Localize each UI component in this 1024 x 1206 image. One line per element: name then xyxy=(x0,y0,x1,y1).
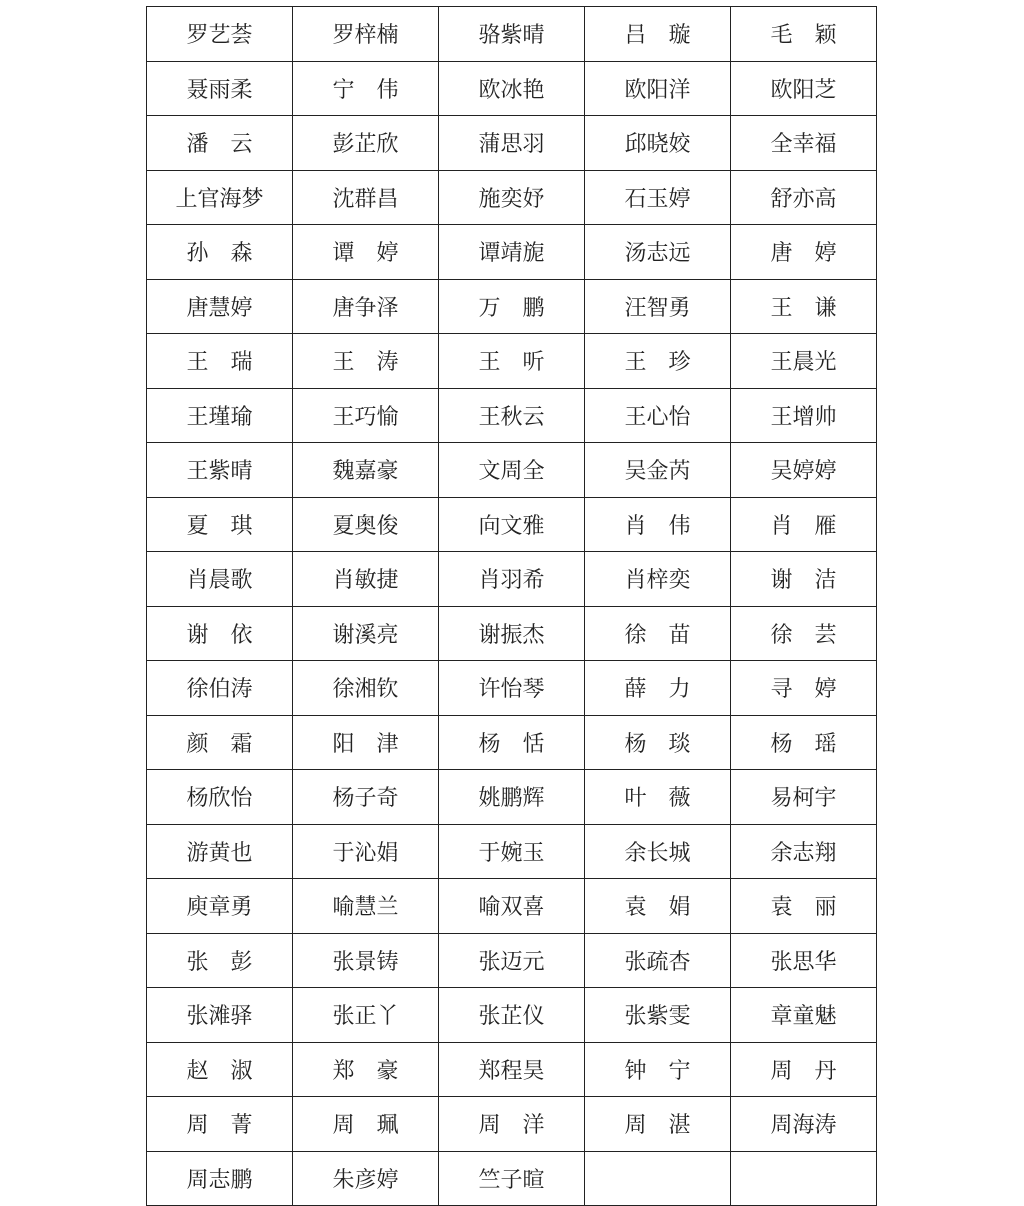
name-cell: 欧阳洋 xyxy=(585,61,731,116)
table-row xyxy=(147,443,877,498)
name-cell: 郑程昊 xyxy=(439,1042,585,1097)
table-row xyxy=(147,497,877,552)
name-cell: 肖敏捷 xyxy=(293,552,439,607)
name-cell: 谭靖旎 xyxy=(439,225,585,280)
name-cell: 吴婷婷 xyxy=(731,443,877,498)
name-cell: 肖羽希 xyxy=(439,552,585,607)
name-cell: 向文雅 xyxy=(439,497,585,552)
table-row xyxy=(147,988,877,1043)
name-cell xyxy=(585,1151,731,1206)
name-cell: 王心怡 xyxy=(585,388,731,443)
name-cell: 肖晨歌 xyxy=(147,552,293,607)
name-cell: 沈群昌 xyxy=(293,170,439,225)
name-cell: 谢振杰 xyxy=(439,606,585,661)
names-table xyxy=(146,6,877,1206)
name-cell: 邱晓姣 xyxy=(585,116,731,171)
name-cell: 袁 娟 xyxy=(585,879,731,934)
name-cell: 肖梓奕 xyxy=(585,552,731,607)
name-cell: 周 丹 xyxy=(731,1042,877,1097)
name-cell: 颜 霜 xyxy=(147,715,293,770)
name-cell: 肖 伟 xyxy=(585,497,731,552)
name-cell: 周 珮 xyxy=(293,1097,439,1152)
name-cell: 于沁娟 xyxy=(293,824,439,879)
name-cell: 王 谦 xyxy=(731,279,877,334)
name-cell: 阳 津 xyxy=(293,715,439,770)
name-cell: 喻双喜 xyxy=(439,879,585,934)
name-cell: 王 瑞 xyxy=(147,334,293,389)
name-cell: 宁 伟 xyxy=(293,61,439,116)
name-cell: 聂雨柔 xyxy=(147,61,293,116)
name-cell: 王 涛 xyxy=(293,334,439,389)
name-cell: 余长城 xyxy=(585,824,731,879)
name-cell: 魏嘉豪 xyxy=(293,443,439,498)
name-cell: 杨 琰 xyxy=(585,715,731,770)
name-cell: 王巧愉 xyxy=(293,388,439,443)
table-row xyxy=(147,933,877,988)
name-cell: 彭芷欣 xyxy=(293,116,439,171)
name-cell: 谢 依 xyxy=(147,606,293,661)
name-cell: 唐 婷 xyxy=(731,225,877,280)
name-cell: 张疏杏 xyxy=(585,933,731,988)
name-cell: 周 湛 xyxy=(585,1097,731,1152)
name-cell: 叶 薇 xyxy=(585,770,731,825)
name-cell: 徐 苗 xyxy=(585,606,731,661)
name-cell: 赵 淑 xyxy=(147,1042,293,1097)
name-cell: 夏 琪 xyxy=(147,497,293,552)
name-cell: 汤志远 xyxy=(585,225,731,280)
name-cell: 章童魅 xyxy=(731,988,877,1043)
name-cell: 张正丫 xyxy=(293,988,439,1043)
name-cell: 杨欣怡 xyxy=(147,770,293,825)
name-cell: 夏奥俊 xyxy=(293,497,439,552)
name-cell: 徐 芸 xyxy=(731,606,877,661)
name-cell: 张思华 xyxy=(731,933,877,988)
name-cell: 全幸福 xyxy=(731,116,877,171)
name-cell: 潘 云 xyxy=(147,116,293,171)
name-cell: 徐湘钦 xyxy=(293,661,439,716)
names-table-body xyxy=(147,7,877,1206)
name-cell: 吴金芮 xyxy=(585,443,731,498)
name-cell: 谭 婷 xyxy=(293,225,439,280)
name-cell: 许怡琴 xyxy=(439,661,585,716)
name-cell: 施奕妤 xyxy=(439,170,585,225)
name-cell: 游黄也 xyxy=(147,824,293,879)
name-cell: 谢溪亮 xyxy=(293,606,439,661)
name-cell: 张紫雯 xyxy=(585,988,731,1043)
name-cell: 杨 恬 xyxy=(439,715,585,770)
name-cell: 徐伯涛 xyxy=(147,661,293,716)
name-cell: 唐慧婷 xyxy=(147,279,293,334)
table-row xyxy=(147,170,877,225)
name-cell: 罗梓楠 xyxy=(293,7,439,62)
name-cell: 毛 颖 xyxy=(731,7,877,62)
name-cell: 杨子奇 xyxy=(293,770,439,825)
name-cell: 欧阳芝 xyxy=(731,61,877,116)
table-row xyxy=(147,334,877,389)
name-cell: 张迈元 xyxy=(439,933,585,988)
name-cell: 张景铸 xyxy=(293,933,439,988)
table-row xyxy=(147,1097,877,1152)
table-row xyxy=(147,770,877,825)
table-row xyxy=(147,1151,877,1206)
name-cell: 钟 宁 xyxy=(585,1042,731,1097)
name-cell: 王 珍 xyxy=(585,334,731,389)
name-cell: 谢 洁 xyxy=(731,552,877,607)
name-cell: 上官海梦 xyxy=(147,170,293,225)
name-cell: 张芷仪 xyxy=(439,988,585,1043)
name-cell: 袁 丽 xyxy=(731,879,877,934)
table-row xyxy=(147,279,877,334)
name-cell: 文周全 xyxy=(439,443,585,498)
table-row xyxy=(147,1042,877,1097)
name-cell: 周海涛 xyxy=(731,1097,877,1152)
name-cell: 于婉玉 xyxy=(439,824,585,879)
table-row xyxy=(147,116,877,171)
table-row xyxy=(147,552,877,607)
name-cell: 孙 森 xyxy=(147,225,293,280)
name-cell: 骆紫晴 xyxy=(439,7,585,62)
name-cell: 王紫晴 xyxy=(147,443,293,498)
name-cell: 周志鹏 xyxy=(147,1151,293,1206)
name-cell: 薛 力 xyxy=(585,661,731,716)
name-cell: 万 鹏 xyxy=(439,279,585,334)
table-row xyxy=(147,606,877,661)
name-cell: 张滩驿 xyxy=(147,988,293,1043)
name-cell: 蒲思羽 xyxy=(439,116,585,171)
name-cell: 王增帅 xyxy=(731,388,877,443)
name-cell: 庾章勇 xyxy=(147,879,293,934)
name-cell: 王秋云 xyxy=(439,388,585,443)
name-cell: 张 彭 xyxy=(147,933,293,988)
name-cell: 舒亦高 xyxy=(731,170,877,225)
table-row xyxy=(147,7,877,62)
table-row xyxy=(147,824,877,879)
table-row xyxy=(147,61,877,116)
name-cell: 唐争泽 xyxy=(293,279,439,334)
name-cell: 王 听 xyxy=(439,334,585,389)
name-cell: 罗艺荟 xyxy=(147,7,293,62)
table-row xyxy=(147,225,877,280)
name-cell: 竺子暄 xyxy=(439,1151,585,1206)
name-cell: 郑 豪 xyxy=(293,1042,439,1097)
name-cell: 周 洋 xyxy=(439,1097,585,1152)
name-cell xyxy=(731,1151,877,1206)
name-cell: 周 菁 xyxy=(147,1097,293,1152)
name-cell: 喻慧兰 xyxy=(293,879,439,934)
name-cell: 杨 瑶 xyxy=(731,715,877,770)
name-cell: 余志翔 xyxy=(731,824,877,879)
name-cell: 王晨光 xyxy=(731,334,877,389)
table-row xyxy=(147,879,877,934)
name-cell: 朱彦婷 xyxy=(293,1151,439,1206)
name-cell: 石玉婷 xyxy=(585,170,731,225)
name-cell: 王瑾瑜 xyxy=(147,388,293,443)
table-row xyxy=(147,715,877,770)
name-cell: 吕 璇 xyxy=(585,7,731,62)
name-cell: 欧冰艳 xyxy=(439,61,585,116)
name-cell: 易柯宇 xyxy=(731,770,877,825)
name-cell: 寻 婷 xyxy=(731,661,877,716)
name-cell: 汪智勇 xyxy=(585,279,731,334)
name-cell: 肖 雁 xyxy=(731,497,877,552)
table-row xyxy=(147,661,877,716)
table-row xyxy=(147,388,877,443)
name-cell: 姚鹏辉 xyxy=(439,770,585,825)
